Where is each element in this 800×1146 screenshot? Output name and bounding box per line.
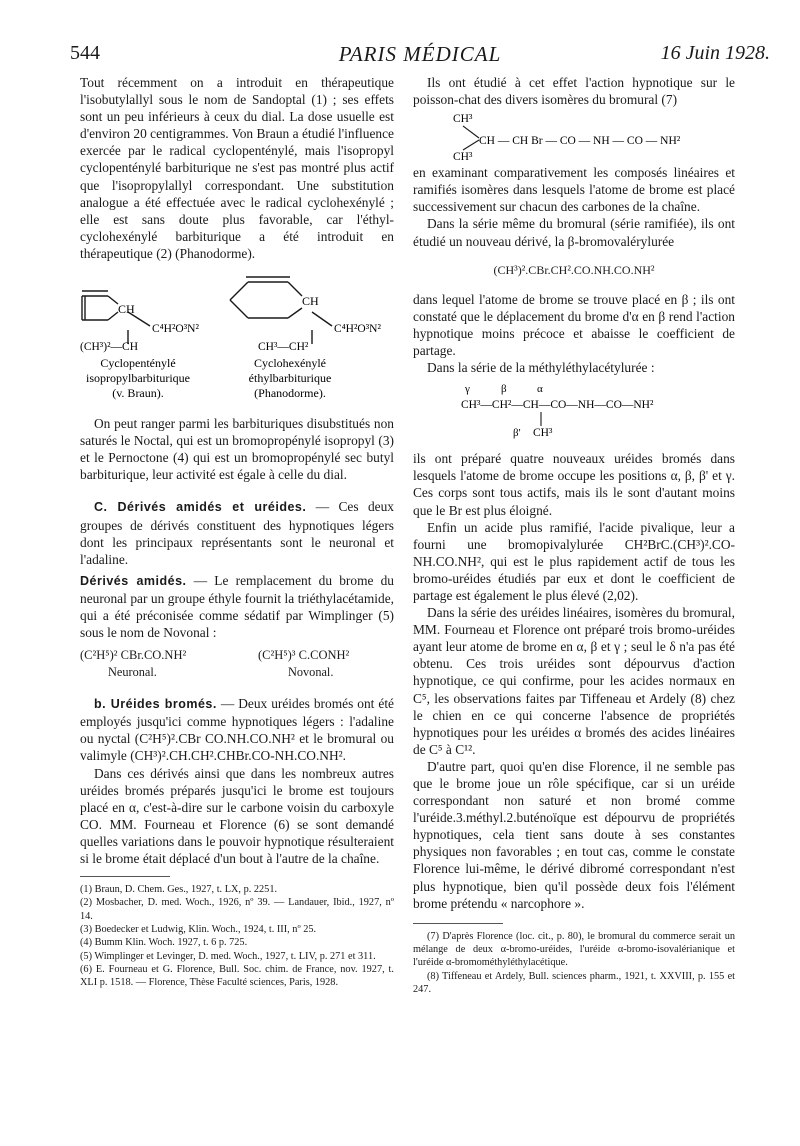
footnote: (8) Tiffeneau et Ardely, Bull. sciences pharm., 1921, t. XXVIII, p. 155 et 247. <box>413 970 735 995</box>
beta-prime-label: β' <box>513 427 521 440</box>
journal-title: PARIS MÉDICAL <box>338 42 502 66</box>
beta-label: β <box>501 383 507 396</box>
ch-label-1: CH <box>118 302 135 317</box>
cyclopentenyl-ring <box>82 291 150 344</box>
caption-2c: (Phanodorme). <box>254 386 326 401</box>
paragraph: Ils ont étudié à cet effet l'action hypnotique sur le poisson-chat des divers isomères du bromural (7) <box>413 75 735 108</box>
bromural-bonds <box>463 126 479 150</box>
paragraph: Tout récemment on a introduit en thérapeutique l'isobutylallyl sous le nom de Sandoptal (1) ; ses effets sont un peu inférieurs à ceux du dial. La dose usuelle est d'environ 20 centigrammes. Von Braun a étudié l'influence exercée par le radical cyclopenténylé, mais l'isopropyl cyclopenténylé barbiturique ne s'est pas montré plus actif que l'isopropylallyl correspondant. Une substitution analogue a été effectuée avec le radical cyclohexénylé ; elle est sans doute plus favorable, car l'éthyl-cyclohexénylé barbiturique a été introduit en thérapeutique (2) (Phanodorme). <box>80 75 394 261</box>
right-footnotes <box>413 930 735 996</box>
section-c-paragraph <box>80 498 394 567</box>
paragraph: Dans la série de la méthyléthylacétylurée : <box>427 360 655 376</box>
footnote: (3) Boedecker et Ludwig, Klin. Woch., 1924, t. III, nº 25. <box>80 923 317 935</box>
bromural-chain: CH — CH Br — CO — NH — CO — NH² <box>479 135 681 148</box>
footnote: (7) D'après Florence (loc. cit., p. 80), le bromural du commerce serait un mélange de deux α-bromo-uréides, l'uréide α-bromo-isovalérianique et l'uréide α-bromométhyléthylacétique. <box>413 930 735 969</box>
ch3-lower: CH³ <box>453 151 473 164</box>
amides-paragraph <box>80 572 394 641</box>
paragraph: ils ont préparé quatre nouveaux uréides bromés dans lesquels l'atome de brome occupe les positions α, β, β' et γ. Ces corps sont tous actifs, mais ils le sont d'autant moins que le Br est plus éloigné. <box>413 451 735 518</box>
ureides-text: — Deux uréides bromés ont été employés jusqu'ici comme hypnotiques légers : l'adaline ou nyctal (C²H⁵)².CBr CO.NH.CO.NH² et le bromural ou valimyle (CH³)².CH.CH².CHBr.CO-NH.CO.NH². <box>80 696 394 764</box>
left-column <box>80 74 394 989</box>
methyl-ch3: CH³ <box>533 427 553 440</box>
caption-1a: Cyclopenténylé <box>100 356 176 371</box>
paragraph: D'autre part, quoi qu'en dise Florence, il ne semble pas que le brome joue un rôle spécifique, car si un uréide correspondant non saturé et non bromé comme l'uréide.3.méthyl.2.buténoïque est dépourvu de propriétés hypnotiques, cela tient sans doute à ses constantes physiques non favorables ; en tout cas, comme le constate Florence lui-même, le dérivé dibromé correspondant n'est plus hypnotique, bien qu'il possède deux fois l'élément brome prétendu « narcophore ». <box>413 758 735 911</box>
ch3-upper: CH³ <box>453 113 473 126</box>
left-footnotes <box>80 883 394 989</box>
page-number: 544 <box>70 42 100 64</box>
footnote: (1) Braun, D. Chem. Ges., 1927, t. LX, p. 2251. <box>80 884 278 896</box>
ureides-paragraph <box>80 695 394 764</box>
section-c-heading: C. Dérivés amidés et uréides. <box>94 500 307 515</box>
paragraph: Enfin un acide plus ramifié, l'acide pivalique, leur a fourni une bromopivalylurée CH²BrC.(CH³)².CO-NH.CO.NH², qui est le plus rapidement actif de tous les bromo-uréides étudiés par eux et dont le coefficient de partage est également le plus élevé (2,02). <box>413 519 735 603</box>
issue-date: 16 Juin 1928. <box>660 42 770 64</box>
paragraph: On peut ranger parmi les barbituriques disubstitués non saturés le Noctal, qui est un bromopropénylé isopropyl (3) et le Pernoctone (4) qui est un bromopropénylé sec butyl barbiturique, leur activité est égale à celle du dial. <box>80 416 394 483</box>
formula-2: C⁴H²O³N² <box>334 323 381 336</box>
paragraph: en examinant comparativement les composés linéaires et ramifiés isomères dans lesquels l'atome de brome est placé successivement sur chacun des carbones de la chaîne. <box>413 165 735 215</box>
cyclohexenyl-ring <box>230 277 332 344</box>
formula-1: C⁴H²O³N² <box>152 323 199 336</box>
section-c-text: — Ces deux groupes de dérivés constituent des hypnotiques légers dont les principaux représentants sont le neuronal et l'adaline. <box>80 499 394 567</box>
amides-text: — Le remplacement du brome du neuronal par un groupe éthyle fournit la triéthylacétamide, qui a été préconisée comme sédatif par Wimplinger (5) sous le nom de Novonal : <box>80 572 394 641</box>
bromural-formula <box>413 108 735 164</box>
paragraph: Dans la série des uréides linéaires, isomères du bromural, MM. Fourneau et Florence ont préparé trois bromo-uréides ayant leur atome de brome en α, β et γ ; seul le δ n'a pas été obtenu. Ces trois uréides sont dépourvus d'action hypnotique, ce qui confirme, pour les acides normaux en C⁵, les observations faites par Tiffeneau et Ardely (8) chez le chien en ce qui concerne l'absence de propriétés hypnotiques pour les uréides α bromés des acides linéaires de C⁵ à C¹². <box>413 605 735 757</box>
paragraph: Dans la série même du bromural (série ramifiée), ils ont étudié un nouveau dérivé, la β-bromovalérylurée <box>413 216 735 249</box>
bromovaleryl-formula: (CH³)².CBr.CH².CO.NH.CO.NH² <box>493 262 655 277</box>
ureides-heading: b. Uréides bromés. <box>94 697 217 712</box>
gamma-label: γ <box>465 383 470 396</box>
paragraph: dans lequel l'atome de brome se trouve placé en β ; ils ont constaté que le déplacement du brome d'α en β rend l'action hypnotique moins précoce et abaisse le coefficient de partage. <box>413 291 735 359</box>
caption-1c: (v. Braun). <box>112 386 164 401</box>
right-column <box>413 74 735 996</box>
neuronal-name: Neuronal. <box>108 665 157 680</box>
substituent-1: (CH³)²—CH <box>80 341 139 354</box>
footnote: (6) E. Fourneau et G. Florence, Bull. Soc. chim. de France, nov. 1927, t. XLI p. 1518. — Florence, Thèse Faculté sciences, Paris, 1928. <box>80 963 394 989</box>
alpha-label: α <box>537 383 543 396</box>
novonal-formula: (C²H⁵)³ C.CONH² <box>258 648 350 663</box>
footnote-separator <box>413 923 503 924</box>
amide-formulas <box>80 647 394 689</box>
footnote: (2) Mosbacher, D. med. Woch., 1926, nº 39. — Landauer, Ibid., 1927, nº 14. <box>80 897 394 922</box>
caption-1b: isopropylbarbiturique <box>86 371 190 386</box>
methylethyl-formula <box>413 378 735 442</box>
ch-label-2: CH <box>302 294 319 309</box>
footnote: (4) Bumm Klin. Woch. 1927, t. 6 p. 725. <box>80 937 248 949</box>
amides-heading: Dérivés amidés. <box>80 573 187 588</box>
footnote: (5) Wimplinger et Levinger, D. med. Woch., 1927, t. LIV, p. 271 et 311. <box>80 950 376 962</box>
methyl-chain: CH³—CH²—CH—CO—NH—CO—NH² <box>461 399 654 412</box>
substituent-2: CH³—CH² <box>258 341 309 354</box>
caption-2a: Cyclohexénylé <box>254 356 326 371</box>
caption-2b: éthylbarbiturique <box>248 371 332 386</box>
page-header <box>70 42 770 70</box>
barbiturate-structures-figure <box>80 268 394 406</box>
novonal-name: Novonal. <box>288 665 334 680</box>
paragraph: Dans ces dérivés ainsi que dans les nombreux autres uréides bromés préparés jusqu'ici le brome est toujours placé en α, c'est-à-dire sur le carbone voisin du carboxyle CO. MM. Fourneau et Florence (6) se sont demandé quelles variations dans le pouvoir hypnotique résulteraient si le brome était déplacé d'un bout à l'autre de la chaîne. <box>80 765 394 866</box>
neuronal-formula: (C²H⁵)² CBr.CO.NH² <box>80 648 187 663</box>
footnote-separator <box>80 876 170 877</box>
